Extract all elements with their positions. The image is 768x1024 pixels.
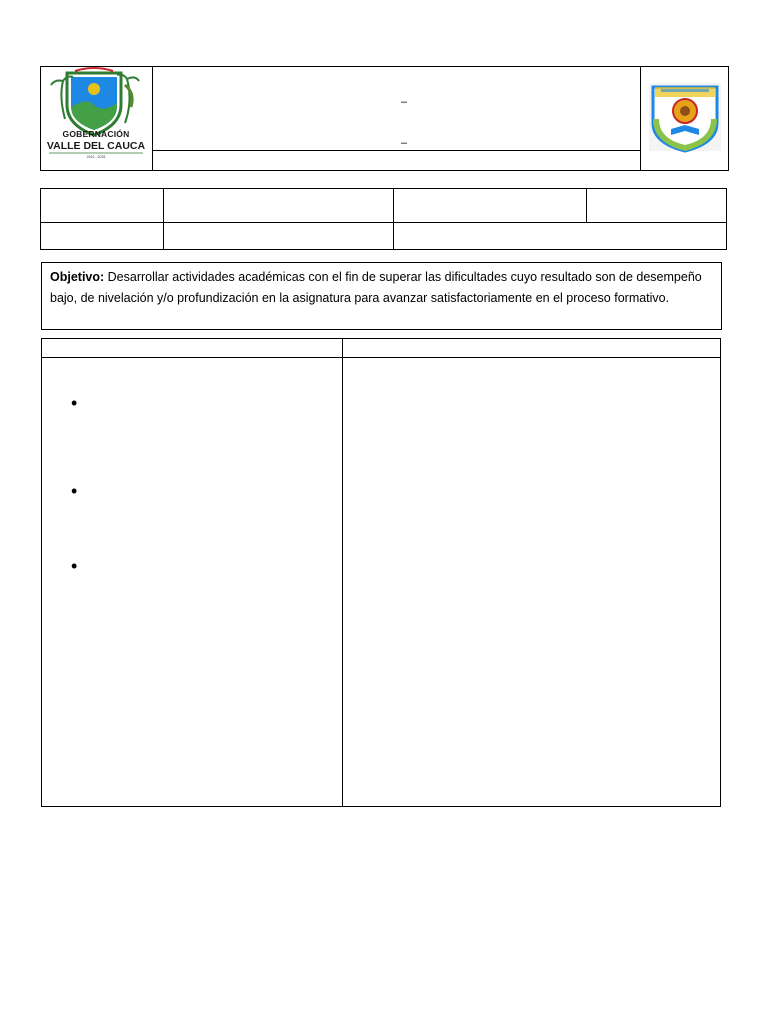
header-inner-rule: [152, 150, 640, 151]
info-table: [40, 188, 727, 250]
activities-table: [41, 338, 721, 807]
bullet-1: •: [71, 393, 78, 413]
info-table-col-2: [393, 189, 394, 249]
objective-label: Objetivo:: [50, 270, 105, 284]
header-dash-1: –: [401, 96, 408, 108]
header-dash-2: –: [401, 137, 408, 149]
activities-col-divider: [342, 339, 343, 806]
logo-line-2: VALLE DEL CAUCA: [46, 140, 146, 152]
bullet-3: •: [71, 556, 78, 576]
logo-years: 2012 - 2015: [86, 155, 106, 159]
bullet-2: •: [71, 481, 78, 501]
logo-line-1: GOBERNACIÓN: [62, 129, 130, 139]
header-divider-left: [152, 67, 153, 170]
school-crest-icon: [641, 67, 728, 170]
info-table-col-1: [163, 189, 164, 249]
objective-text: Desarrollar actividades académicas con el fin de superar las dificultades cuyo resultado son de desempeño bajo, de nivelación y/o profundización en la asignatura para avanzar satisfactoriamente en el proceso formativo.: [50, 270, 702, 305]
gobernacion-valle-crest-icon: [41, 67, 152, 170]
activities-header-rule: [42, 357, 720, 358]
document-header: [40, 66, 729, 171]
objective-box: [41, 262, 722, 330]
info-table-col-3: [586, 189, 587, 222]
info-table-row-divider: [41, 222, 726, 223]
